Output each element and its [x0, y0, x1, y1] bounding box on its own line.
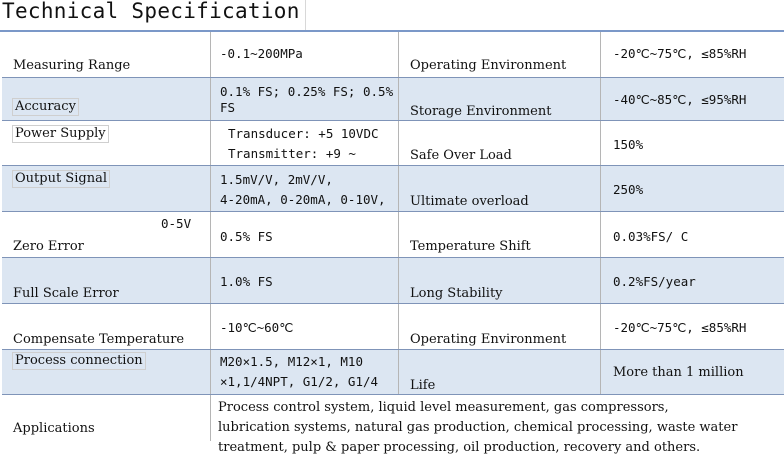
row-label: Output Signal — [12, 170, 110, 188]
applications-line: Process control system, liquid level measurement, gas compressors, — [218, 400, 669, 415]
row-value: -20℃~75℃, ≤85%RH — [613, 320, 747, 335]
row-label: Accuracy — [12, 98, 79, 116]
row-label: Life — [410, 378, 436, 393]
row-extra: 0-5V — [161, 216, 192, 231]
row-label: Safe Over Load — [410, 148, 512, 163]
row-value: 0.03%FS/ C — [613, 229, 689, 244]
row-value: -20℃~75℃, ≤85%RH — [613, 46, 747, 61]
table-row — [2, 121, 784, 166]
page-title: Technical Specification — [2, 0, 300, 23]
row-value: ×1,1/4NPT, G1/2, G1/4 — [220, 374, 379, 389]
table-row — [2, 212, 784, 258]
row-value: More than 1 million — [613, 365, 744, 380]
applications-line: lubrication systems, natural gas production, chemical processing, waste water — [218, 420, 738, 435]
row-label: Operating Environment — [410, 58, 567, 73]
row-label: Full Scale Error — [13, 286, 119, 301]
table-row — [2, 78, 784, 121]
row-value: -0.1~200MPa — [220, 46, 303, 61]
row-label: Power Supply — [12, 125, 109, 143]
row-label: Ultimate overload — [410, 194, 529, 209]
row-value: Transmitter: +9 ~ — [228, 146, 356, 161]
row-value: 4-20mA, 0-20mA, 0-10V, — [220, 192, 386, 207]
table-row — [2, 304, 784, 350]
row-value: 150% — [613, 137, 644, 152]
row-label: Compensate Temperature — [13, 332, 185, 347]
row-value: M20×1.5, M12×1, M10 — [220, 354, 363, 369]
applications-line: treatment, pulp & paper processing, oil production, recovery and others. — [218, 440, 701, 455]
row-label: Operating Environment — [410, 332, 567, 347]
row-label: Long Stability — [410, 286, 503, 301]
row-label: Zero Error — [13, 239, 84, 254]
table-row — [2, 32, 784, 78]
table-row — [2, 350, 784, 395]
table-row — [2, 258, 784, 304]
row-value: -10℃~60℃ — [220, 320, 294, 335]
row-label: Temperature Shift — [410, 239, 531, 254]
row-value: Transducer: +5 10VDC — [228, 126, 379, 141]
row-value: FS — [220, 100, 236, 115]
row-label: Storage Environment — [410, 104, 552, 119]
row-value: 0.2%FS/year — [613, 274, 696, 289]
row-value: 1.5mV/V, 2mV/V, — [220, 172, 333, 187]
applications-text — [218, 398, 778, 458]
row-label: Measuring Range — [13, 58, 131, 73]
row-value: 1.0% FS — [220, 274, 273, 289]
row-label: Process connection — [12, 352, 146, 370]
row-value: 0.1% FS; 0.25% FS; 0.5% — [220, 84, 394, 99]
row-value: 0.5% FS — [220, 229, 273, 244]
applications-label: Applications — [13, 421, 95, 436]
table-row — [2, 166, 784, 212]
row-value: 250% — [613, 182, 644, 197]
row-value: -40℃~85℃, ≤95%RH — [613, 92, 747, 107]
